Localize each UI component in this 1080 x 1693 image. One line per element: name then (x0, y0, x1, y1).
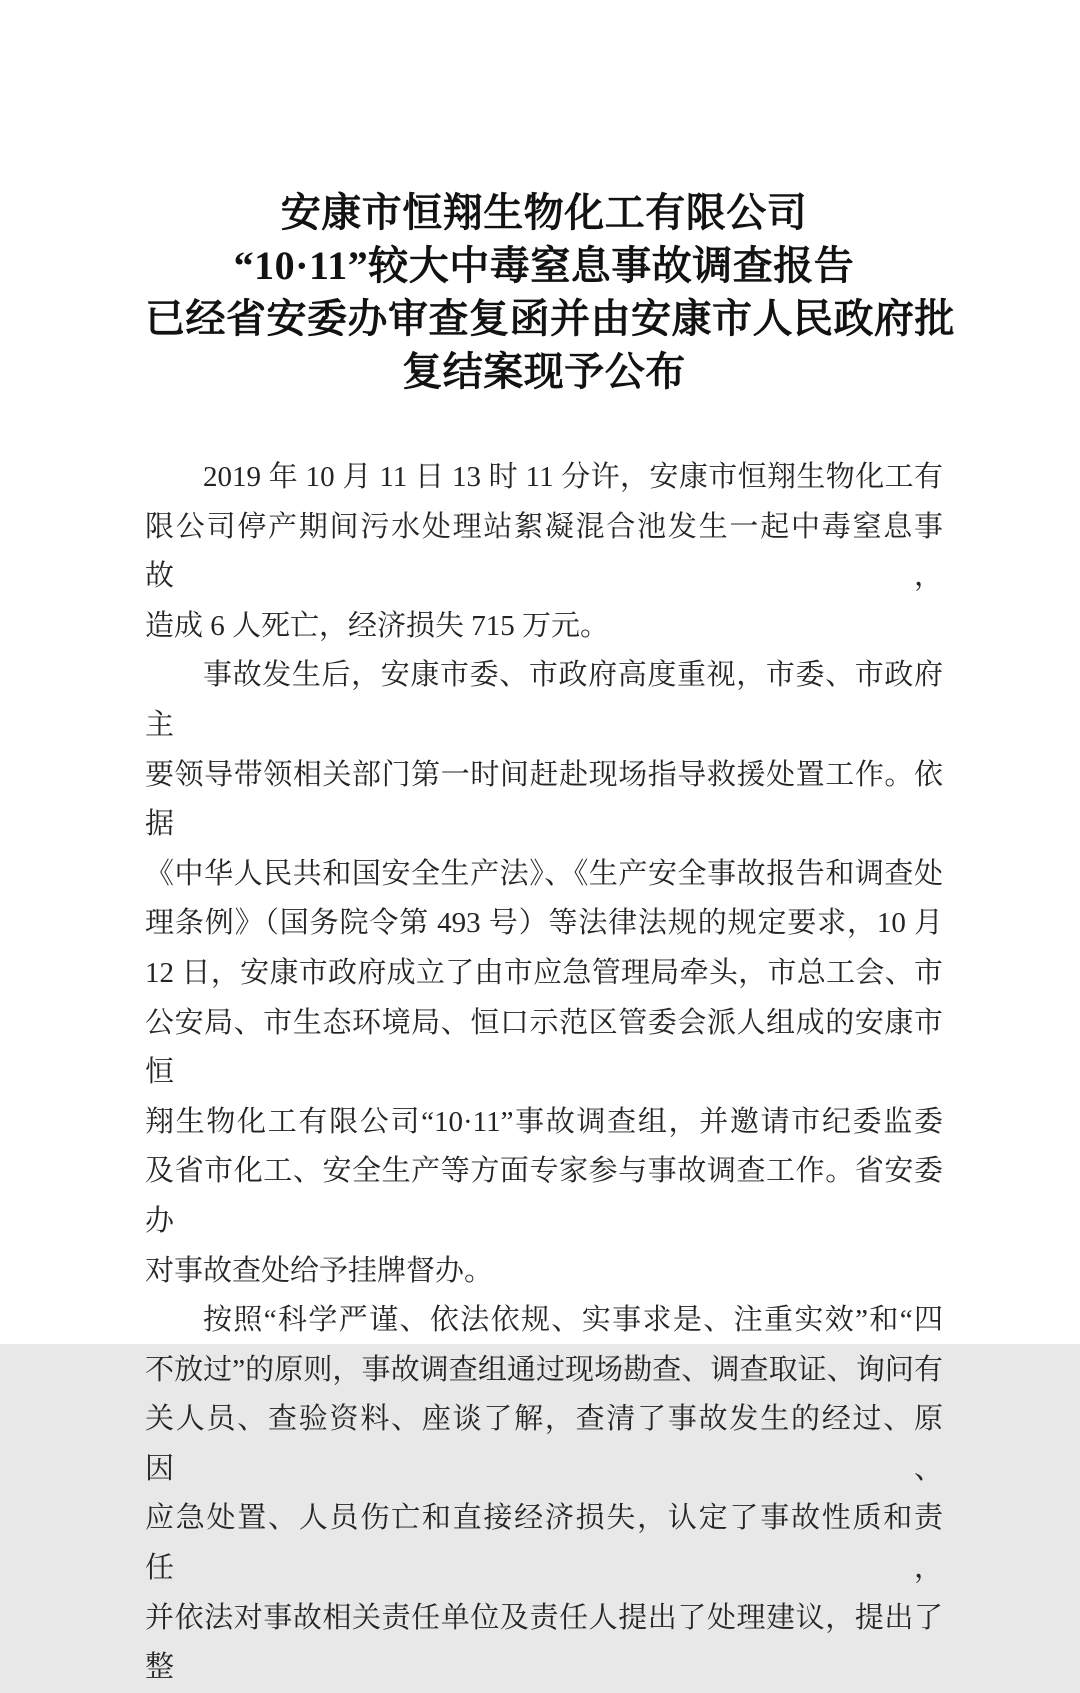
body-line-10: 翔生物化工有限公司“10·11”事故调查组，并邀请市纪委监委 (145, 1105, 943, 1138)
body-line-8: 12 日，安康市政府成立了由市应急管理局牵头，市总工会、市 (145, 956, 943, 989)
body-line-16: 应急处置、人员伤亡和直接经济损失，认定了事故性质和责任， (145, 1502, 943, 1585)
document-title (145, 186, 955, 398)
document-body (145, 453, 943, 1693)
title-line-1: 安康市恒翔生物化工有限公司 (280, 190, 808, 235)
title-line-3: 已经省安委办审查复函并由安康市人民政府批 (145, 296, 955, 341)
body-line-13: 按照“科学严谨、依法依规、实事求是、注重实效”和“四 (203, 1304, 943, 1337)
body-line-1: 2019 年 10 月 11 日 13 时 11 分许，安康市恒翔生物化工有 (203, 461, 943, 493)
body-line-9: 公安局、市生态环境局、恒口示范区管委会派人组成的安康市恒 (145, 1006, 943, 1089)
document-content (145, 186, 955, 1693)
body-line-17: 并依法对事故相关责任单位及责任人提出了处理建议，提出了整 (145, 1601, 943, 1684)
body-line-2: 限公司停产期间污水处理站絮凝混合池发生一起中毒窒息事故， (145, 510, 943, 593)
body-line-3: 造成 6 人死亡，经济损失 715 万元。 (145, 609, 610, 642)
body-line-14: 不放过”的原则，事故调查组通过现场勘查、调查取证、询问有 (145, 1353, 943, 1386)
body-line-12: 对事故查处给予挂牌督办。 (145, 1254, 494, 1287)
body-line-7: 理条例》（国务院令第 493 号）等法律法规的规定要求，10 月 (145, 907, 943, 940)
title-line-2: “10·11”较大中毒窒息事故调查报告 (233, 243, 855, 288)
body-line-11: 及省市化工、安全生产等方面专家参与事故调查工作。省安委办 (145, 1155, 943, 1237)
body-line-4: 事故发生后，安康市委、市政府高度重视，市委、市政府主 (145, 659, 943, 741)
body-line-5: 要领导带领相关部门第一时间赶赴现场指导救援处置工作。依据 (145, 758, 943, 841)
body-line-15: 关人员、查验资料、座谈了解，查清了事故发生的经过、原因、 (145, 1403, 943, 1485)
title-line-4: 复结案现予公布 (402, 349, 686, 394)
body-line-6: 《中华人民共和国安全生产法》、《生产安全事故报告和调查处 (145, 857, 943, 890)
